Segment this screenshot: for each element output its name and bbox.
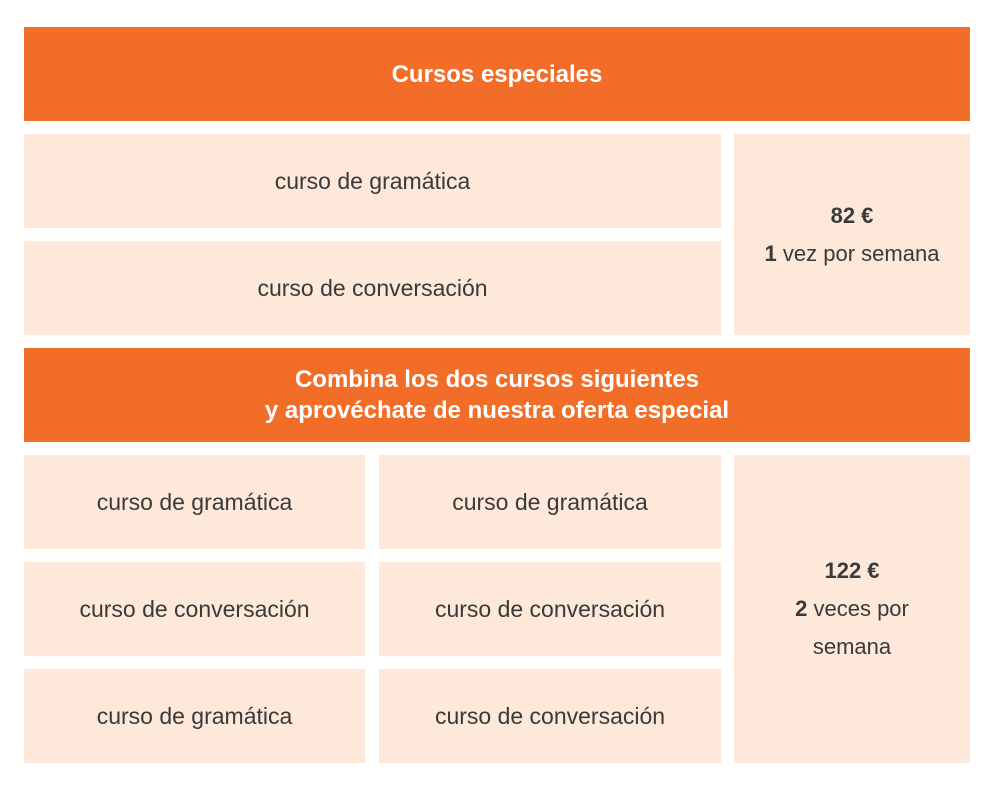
section-header-combo-offer bbox=[24, 348, 970, 442]
section-header-special-courses bbox=[24, 27, 970, 121]
section-title-line2: y aprovéchate de nuestra oferta especial bbox=[264, 397, 730, 424]
price-amount: 122 € bbox=[824, 558, 880, 583]
course-label: curso de gramática bbox=[96, 702, 293, 729]
course-label: curso de conversación bbox=[79, 595, 310, 622]
frequency-number: 2 bbox=[795, 596, 808, 621]
frequency-label bbox=[795, 590, 909, 628]
frequency-text: vez por semana bbox=[782, 240, 940, 266]
combo-cell-row2-col2 bbox=[379, 562, 721, 656]
frequency-label bbox=[765, 235, 940, 273]
course-cell-grammar bbox=[24, 134, 721, 228]
course-label: curso de gramática bbox=[96, 488, 293, 515]
course-label: curso de gramática bbox=[452, 488, 648, 515]
course-cell-conversation bbox=[24, 241, 721, 335]
combo-cell-row1-col2 bbox=[379, 455, 721, 549]
frequency-text-line2: semana bbox=[812, 634, 892, 659]
course-label: curso de conversación bbox=[434, 595, 666, 622]
price-amount: 82 € bbox=[830, 202, 874, 228]
frequency-number: 1 bbox=[764, 240, 777, 266]
section-title-line1: Combina los dos cursos siguientes bbox=[294, 366, 700, 393]
course-label: curso de gramática bbox=[274, 167, 471, 194]
frequency-text: veces por bbox=[813, 596, 909, 621]
course-label: curso de conversación bbox=[434, 702, 666, 729]
combo-cell-row1-col1 bbox=[24, 455, 365, 549]
course-label: curso de conversación bbox=[257, 274, 488, 301]
price-cell-double bbox=[734, 455, 970, 763]
combo-cell-row2-col1 bbox=[24, 562, 365, 656]
combo-cell-row3-col2 bbox=[379, 669, 721, 763]
section-title: Cursos especiales bbox=[391, 60, 603, 88]
combo-cell-row3-col1 bbox=[24, 669, 365, 763]
price-cell-single bbox=[734, 134, 970, 335]
